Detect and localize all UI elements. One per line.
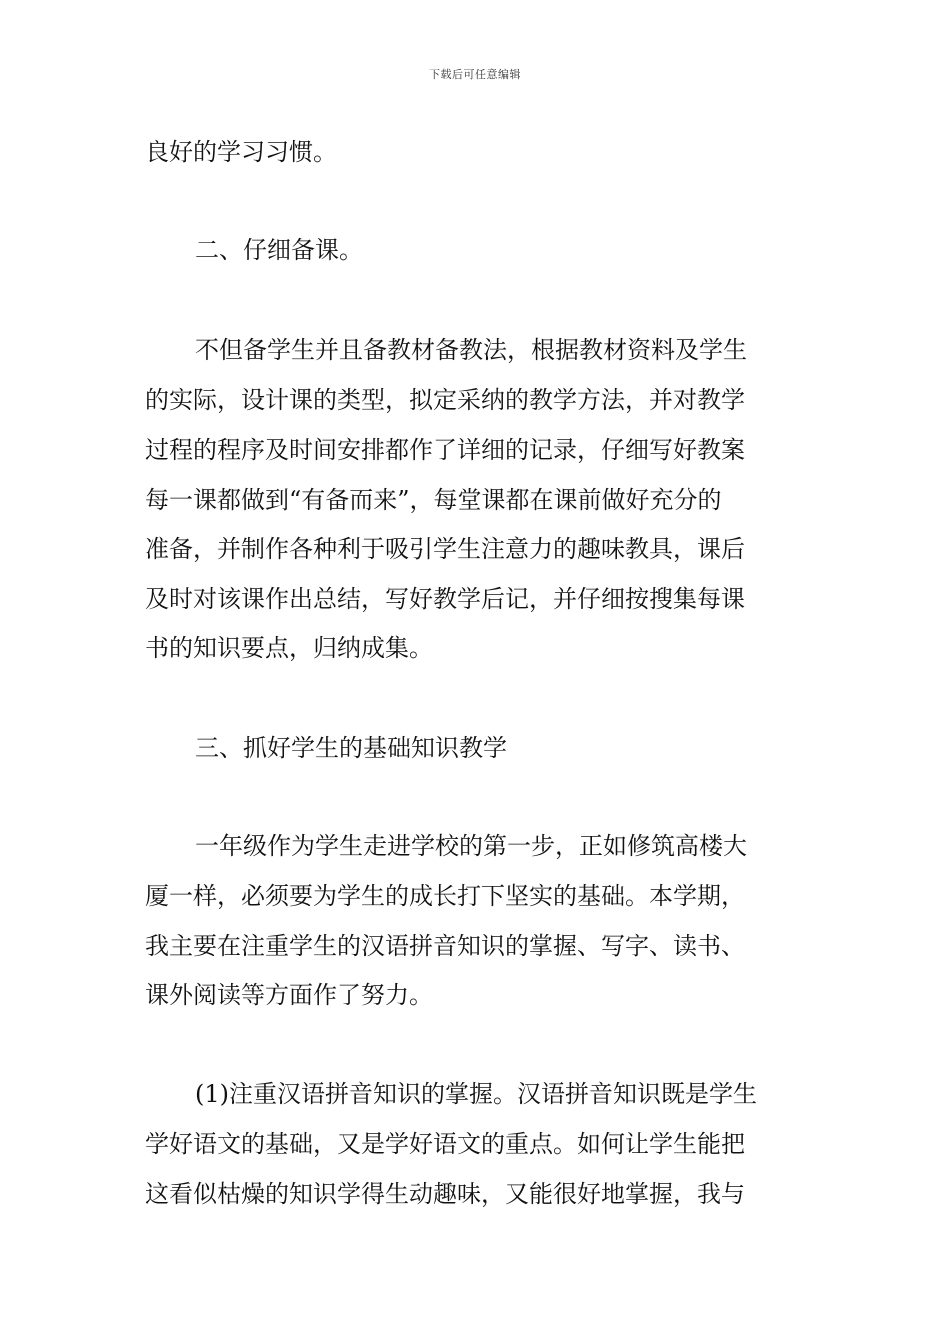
text-line: 不但备学生并且备教材备教法，根据教材资料及学生: [195, 336, 747, 364]
text-line: 我主要在注重学生的汉语拼音知识的掌握、写字、读书、: [145, 932, 745, 960]
text-line: 良好的学习习惯。: [145, 138, 337, 166]
text-line: 书的知识要点，归纳成集。: [145, 634, 433, 662]
section-heading: 二、仔细备课。: [195, 236, 363, 264]
text-line: 一年级作为学生走进学校的第一步，正如修筑高楼大: [195, 832, 747, 860]
section-heading: 三、抓好学生的基础知识教学: [195, 734, 507, 762]
text-line: 学好语文的基础，又是学好语文的重点。如何让学生能把: [145, 1130, 745, 1158]
text-line: 这看似枯燥的知识学得生动趣味，又能很好地掌握，我与: [145, 1180, 745, 1208]
page-header: 下载后可任意编辑: [429, 68, 521, 81]
text-line: 准备，并制作各种利于吸引学生注意力的趣味教具，课后: [145, 535, 745, 563]
text-line: 过程的程序及时间安排都作了详细的记录，仔细写好教案: [145, 436, 745, 464]
text-line: 每一课都做到“有备而来”，每堂课都在课前做好充分的: [145, 486, 722, 514]
text-line: (1)注重汉语拼音知识的掌握。汉语拼音知识既是学生: [195, 1080, 757, 1108]
text-line: 的实际，设计课的类型，拟定采纳的教学方法，并对教学: [145, 386, 745, 414]
text-line: 厦一样，必须要为学生的成长打下坚实的基础。本学期，: [145, 882, 745, 910]
text-line: 及时对该课作出总结，写好教学后记，并仔细按搜集每课: [145, 585, 745, 613]
text-line: 课外阅读等方面作了努力。: [145, 981, 433, 1009]
